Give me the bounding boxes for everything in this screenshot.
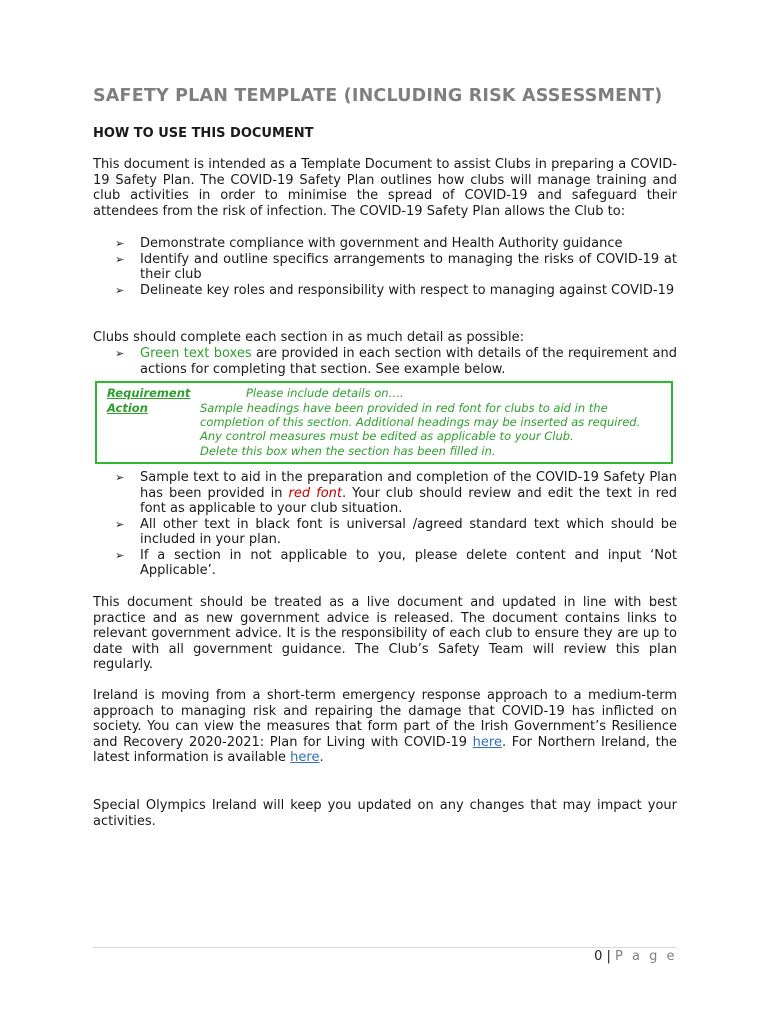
list-item: ➢ All other text in black font is universal /agreed standard text which should be included in your plan.	[115, 516, 677, 547]
red-font-text: red font	[288, 485, 342, 501]
action-label: Action	[107, 401, 148, 415]
footer-separator: |	[606, 949, 611, 964]
requirement-text: Please include details on….	[246, 386, 404, 400]
ireland-paragraph: Ireland is moving from a short-term emergency response approach to a medium-term approach to managing risk and repairing the damage that COVID-19 has inflicted on society. You can view the measures that form part of the Irish Government’s Resilience and Recovery 2020-2021: Plan for Living with COVID-19 here. For Northern Ireland, the latest information is available here.	[93, 688, 677, 765]
arrow-bullet-icon: ➢	[115, 252, 125, 266]
example-requirement-box	[95, 381, 673, 464]
complete-paragraph: Clubs should complete each section in as much detail as possible:	[93, 330, 524, 345]
page-word: P a g e	[615, 949, 677, 964]
intro-paragraph: This document is intended as a Template Document to assist Clubs in preparing a COVID-19 Safety Plan. The COVID-19 Safety Plan outlines how clubs will manage training and club activities in order to minimise the spread of COVID-19 and safeguard their attendees from the risk of infection. The COVID-19 Safety Plan allows the Club to:	[93, 157, 677, 219]
green-text-highlight: Green text boxes	[140, 346, 252, 361]
requirement-label: Requirement	[107, 386, 191, 400]
list-item: ➢ Green text boxes are provided in each section with details of the requirement and actions for completing that section. See example below.	[115, 346, 677, 377]
list-item: ➢ Sample text to aid in the preparation and completion of the COVID-19 Safety Plan has been provided in red font. Your club should review and edit the text in red font as applicable to your club situation.	[115, 470, 678, 516]
arrow-bullet-icon: ➢	[115, 517, 125, 531]
green-bullet-list	[93, 346, 677, 377]
list-item: ➢ Delineate key roles and responsibility with respect to managing against COVID-19	[115, 282, 675, 298]
ireland-plan-link[interactable]: here	[472, 734, 502, 750]
section-heading: HOW TO USE THIS DOCUMENT	[93, 126, 314, 141]
list-item: ➢ Identify and outline specifics arrangements to managing the risks of COVID-19 at their club	[115, 251, 677, 282]
arrow-bullet-icon: ➢	[115, 471, 125, 484]
footer-divider	[93, 947, 677, 948]
list-item: ➢ If a section in not applicable to you, please delete content and input ‘Not Applicable’.	[115, 547, 677, 578]
live-document-paragraph: This document should be treated as a live document and updated in line with best practice and as new government advice is released. The document contains links to relevant government advice. It is the responsibility of each club to ensure they are up to date with all government guidance. The Club’s Safety Team will review this plan regularly.	[93, 595, 677, 672]
arrow-bullet-icon: ➢	[115, 347, 125, 360]
arrow-bullet-icon: ➢	[115, 237, 125, 250]
document-title: SAFETY PLAN TEMPLATE (INCLUDING RISK ASSESSMENT)	[93, 86, 663, 106]
northern-ireland-link[interactable]: here	[290, 750, 320, 765]
page-footer	[594, 949, 677, 964]
page-number: 0	[594, 949, 603, 964]
sample-bullet-list	[93, 470, 677, 579]
list-item: ➢ Demonstrate compliance with government and Health Authority guidance	[115, 236, 623, 251]
arrow-bullet-icon: ➢	[115, 283, 125, 297]
action-text: Sample headings have been provided in red font for clubs to aid in the completion of this section. Additional headings may be inserted as required. Any control measures must be edited as applicable to your Club. Delete this box when the section has been filled in.	[200, 401, 641, 458]
intro-bullet-list	[93, 236, 677, 298]
arrow-bullet-icon: ➢	[115, 548, 125, 562]
closing-paragraph: Special Olympics Ireland will keep you updated on any changes that may impact your activities.	[93, 798, 677, 829]
